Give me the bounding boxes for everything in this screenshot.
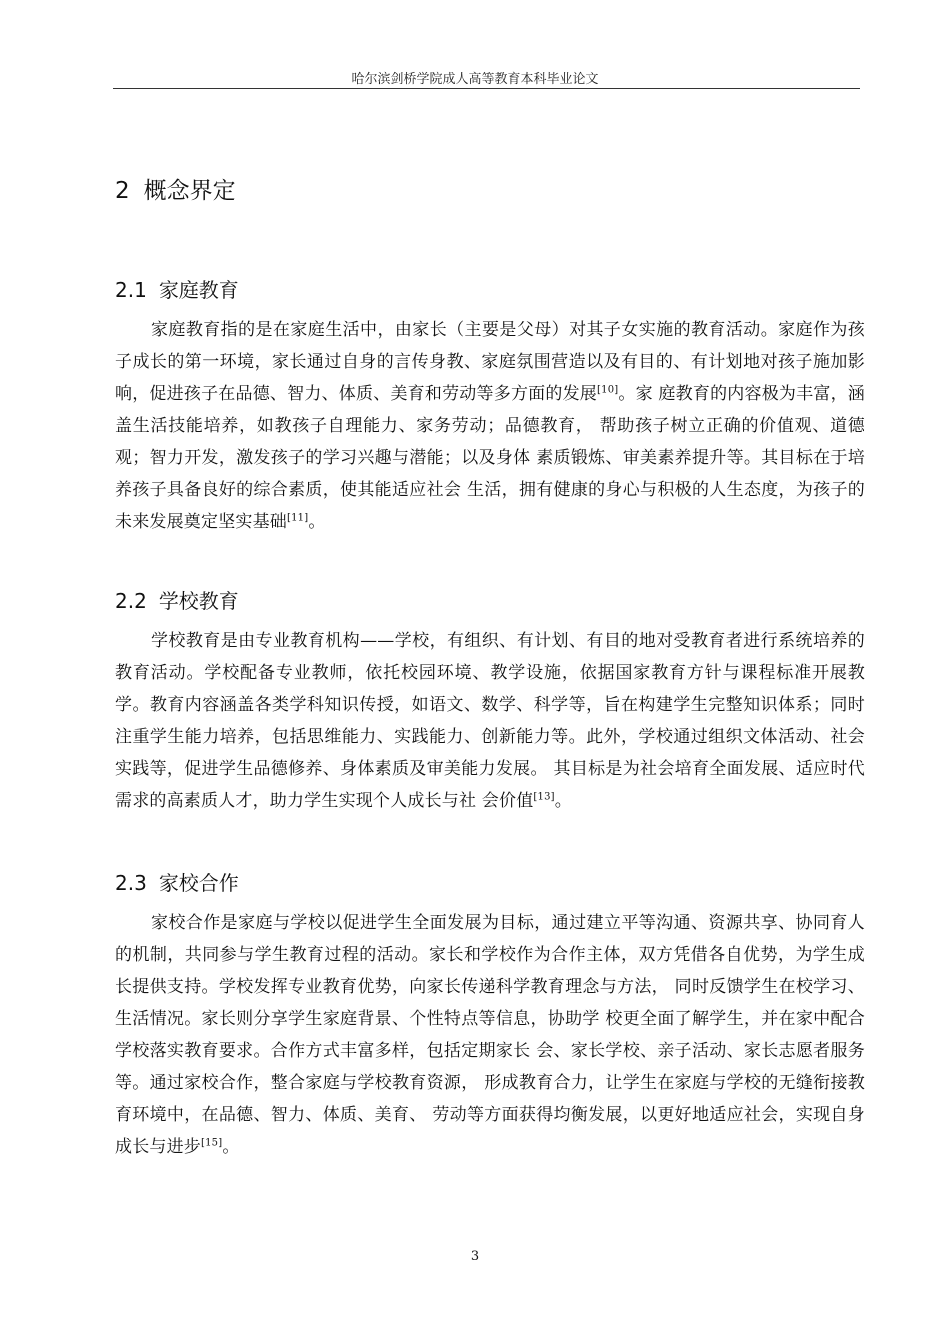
section-title: 家庭教育 (158, 278, 239, 302)
chapter-heading (115, 172, 236, 205)
section-title: 家校合作 (158, 871, 239, 895)
citation-ref: [10] (597, 384, 619, 396)
paragraph-text: 家校合作是家庭与学校以促进学生全面发展为目标，通过建立平等沟通、资源共享、协同育人的机制，共同参与学生教育过程的活动。家长和学校作为合作主体，双方凭借各自优势，为学生成长提供支持。学校发挥专业教育优势，向家长传递科学教育理念与方法， 同时反馈学生在校学习、生活情况。家长则分享学生家庭背景、个性特点等信息，协助学 校更全面了解学生，并在家中配合学校落实教育要求。合作方式丰富多样，包括定期家长 会、家长学校、亲子活动、家长志愿者服务等。通过家校合作，整合家庭与学校教育资源， 形成教育合力，让学生在家庭与学校的无缝衔接教育环境中，在品德、智力、体质、美育、 劳动等方面获得均衡发展，以更好地适应社会，实现自身成长与进步 (115, 913, 865, 1157)
section-number: 2.1 (115, 278, 147, 302)
chapter-number: 2 (115, 178, 130, 204)
section-title: 学校教育 (158, 589, 239, 613)
paragraph-text: 。家 庭教育的内容极为丰富，涵盖生活技能培养，如教孩子自理能力、家务劳动；品德教育， 帮助孩子树立正确的价值观、道德观；智力开发，激发孩子的学习兴趣与潜能；以及身体 素质锻炼、审美素养提升等。其目标在于培养孩子具备良好的综合素质，使其能适应社会 生活，拥有健康的身心与积极的人生态度，为孩子的未来发展奠定坚实基础 (115, 384, 865, 532)
running-header: 哈尔滨剑桥学院成人高等教育本科毕业论文 (351, 72, 599, 87)
citation-ref: [13] (533, 791, 555, 803)
section-paragraph-2-3 (115, 907, 865, 1163)
section-heading-2-3 (115, 867, 239, 896)
paragraph-end: 。 (222, 1137, 240, 1157)
paragraph-text: 学校教育是由专业教育机构——学校，有组织、有计划、有目的地对受教育者进行系统培养的教育活动。学校配备专业教师，依托校园环境、教学设施，依据国家教育方针与课程标准开展教学。教育内容涵盖各类学科知识传授，如语文、数学、科学等，旨在构建学生完整知识体系；同时注重学生能力培养，包括思维能力、实践能力、创新能力等。此外，学校通过组织文体活动、社会实践等，促进学生品德修养、身体素质及审美能力发展。 其目标是为社会培育全面发展、适应时代需求的高素质人才，助力学生实现个人成长与社 会价值 (115, 631, 865, 811)
chapter-title: 概念界定 (143, 178, 236, 204)
paragraph-end: 。 (308, 512, 326, 532)
section-paragraph-2-2 (115, 625, 865, 817)
section-number: 2.3 (115, 871, 147, 895)
header-rule (113, 88, 860, 89)
section-paragraph-2-1 (115, 314, 865, 538)
citation-ref: [15] (201, 1137, 223, 1149)
paragraph-text: 家庭教育指的是在家庭生活中，由家长（主要是父母）对其子女实施的教育活动。家庭作为孩子成长的第一环境，家长通过自身的言传身教、家庭氛围营造以及有目的、有计划地对孩子施加影响，促进孩子在品德、智力、体质、美育和劳动等多方面的发展 (115, 320, 865, 404)
page-number: 3 (470, 1249, 480, 1264)
citation-ref: [11] (287, 512, 309, 524)
section-number: 2.2 (115, 589, 147, 613)
section-heading-2-2 (115, 585, 239, 614)
paragraph-end: 。 (554, 791, 572, 811)
section-heading-2-1 (115, 274, 239, 303)
